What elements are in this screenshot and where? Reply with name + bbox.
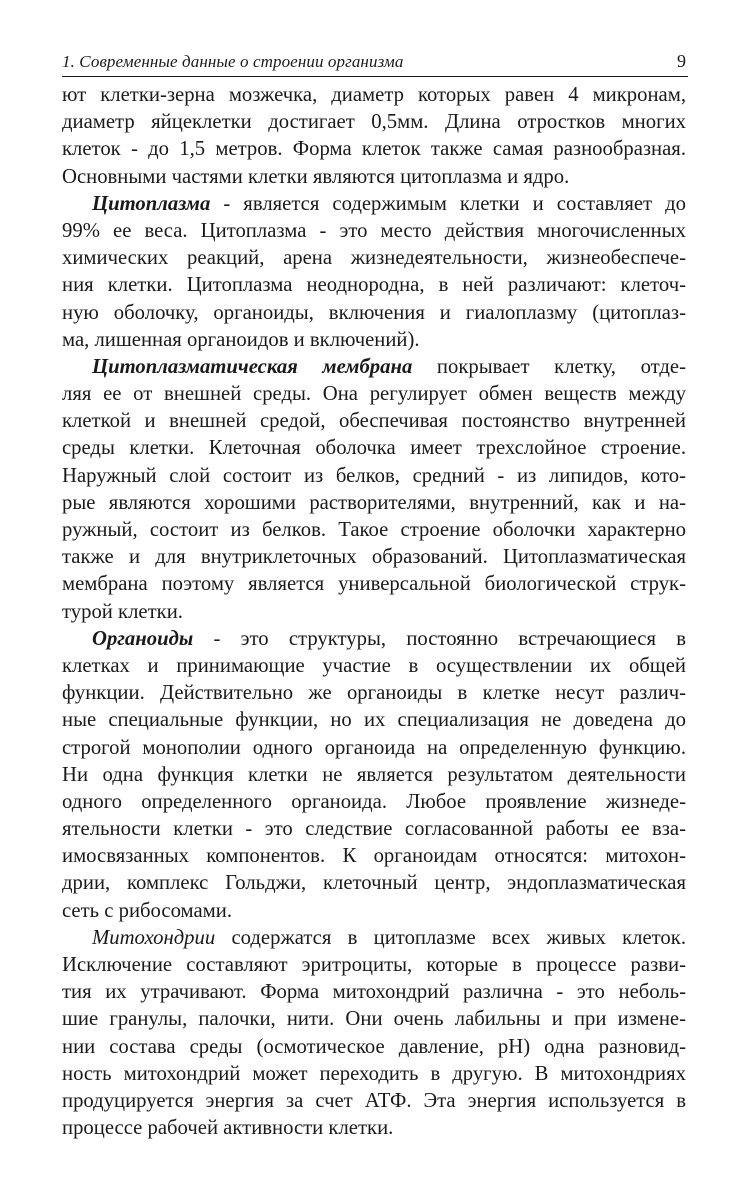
text-line: функции. Действительно же органоиды в клетке несут различ-: [62, 682, 686, 705]
text-line: Исключение составляют эритроциты, которые в процессе разви-: [62, 954, 686, 976]
text-line: клеткой и внешней средой, обеспечивая постоянство внутренней: [62, 410, 686, 433]
text-line: среды клетки. Клеточная оболочка имеет трехслойное строение.: [62, 437, 686, 460]
running-head: [62, 50, 688, 77]
text-line: тия их утрачивают. Форма митохондрий различна - это неболь-: [62, 981, 686, 1004]
text-line: турой клетки.: [62, 600, 183, 623]
text-line: ятельности клетки - это следствие согласованной работы ее вза-: [62, 818, 686, 841]
text-line: ляя ее от внешней среды. Она регулирует обмен веществ между: [62, 383, 686, 406]
text-line: 99% ее веса. Цитоплазма - это место действия многочисленных: [62, 219, 686, 242]
text-line: Наружный слой состоит из белков, средний - из липидов, кото-: [62, 464, 686, 487]
term-membrane: Цитоплазматическая мембрана: [92, 355, 413, 378]
text-line: диаметр яйцеклетки достигает 0,5мм. Длина отростков многих: [62, 111, 686, 134]
paragraph-membrane: [62, 354, 686, 626]
paragraph-organoids: [62, 626, 686, 925]
text-line: мембрана поэтому является универсальной биологической струк-: [62, 573, 686, 596]
text-line: [62, 191, 686, 218]
text-line: ные специальные функции, но их специализация не доведена до: [62, 709, 686, 732]
text-line: шие гранулы, палочки, нити. Они очень лабильны и при измене-: [62, 1008, 686, 1031]
term-organoids: Органоиды: [92, 627, 194, 650]
text-fragment: покрывает клетку, отде-: [412, 355, 687, 378]
text-line: [62, 354, 686, 381]
text-line: строгой монополии одного органоида на определенную функцию.: [62, 736, 686, 759]
text-line: клетках и принимающие участие в осуществлении их общей: [62, 654, 686, 677]
running-head-title: 1. Современные данные о строении организма: [62, 52, 404, 71]
text-line: ния клетки. Цитоплазма неоднородна, в ней различают: клеточ-: [62, 274, 686, 297]
text-line: Основными частями клетки являются цитоплазма и ядро.: [62, 165, 570, 188]
text-line: химических реакций, арена жизнедеятельности, жизнеобеспече-: [62, 247, 686, 270]
text-line: дрии, комплекс Гольджи, клеточный центр, эндоплазматическая: [62, 872, 686, 895]
term-mitochondria: Митохондрии: [92, 926, 216, 949]
text-line: ность митохондрий может переходить в другую. В митохондриях: [62, 1062, 686, 1085]
paragraph-continuation: [62, 82, 686, 191]
text-line: рые являются хорошими растворителями, внутренний, как и на-: [62, 491, 686, 514]
text-line: ную оболочку, органоиды, включения и гиалоплазму (цитоплаз-: [62, 301, 686, 324]
text-line: Ни одна функция клетки не является результатом деятельности: [62, 763, 686, 786]
text-line: ма, лишенная органоидов и включений).: [62, 328, 420, 351]
text-line: [62, 626, 686, 653]
text-fragment: содержатся в цитоплазме всех живых клеток.: [215, 926, 686, 949]
paragraph-mitochondria: [62, 925, 686, 1143]
text-line: [62, 925, 686, 952]
text-line: также и для внутриклеточных образований. Цитоплазматическая: [62, 546, 686, 569]
term-cytoplasm: Цитоплазма: [92, 192, 211, 215]
text-line: ружный, состоит из белков. Такое строение оболочки характерно: [62, 519, 686, 541]
paragraph-cytoplasm: [62, 191, 686, 354]
text-line: нии состава среды (осмотическое давление, pH) одна разновид-: [62, 1035, 686, 1058]
text-line: клеток - до 1,5 метров. Форма клеток также самая разнообразная.: [62, 138, 686, 161]
text-line: одного определенного органоида. Любое проявление жизнеде-: [62, 790, 686, 813]
page-body: [62, 82, 686, 1142]
text-line: продуцируется энергия за счет АТФ. Эта энергия используется в: [62, 1089, 686, 1112]
text-line: имосвязанных компонентов. К органоидам относятся: митохон-: [62, 845, 686, 868]
text-line: ют клетки-зерна мозжечка, диаметр которых равен 4 микронам,: [62, 84, 686, 106]
text-line: сеть с рибосомами.: [62, 899, 233, 922]
page-number: 9: [677, 51, 686, 71]
text-fragment: - является содержимым клетки и составляет до: [210, 192, 686, 215]
text-line: процессе рабочей активности клетки.: [62, 1117, 394, 1140]
text-fragment: - это структуры, постоянно встречающиеся в: [193, 627, 686, 650]
